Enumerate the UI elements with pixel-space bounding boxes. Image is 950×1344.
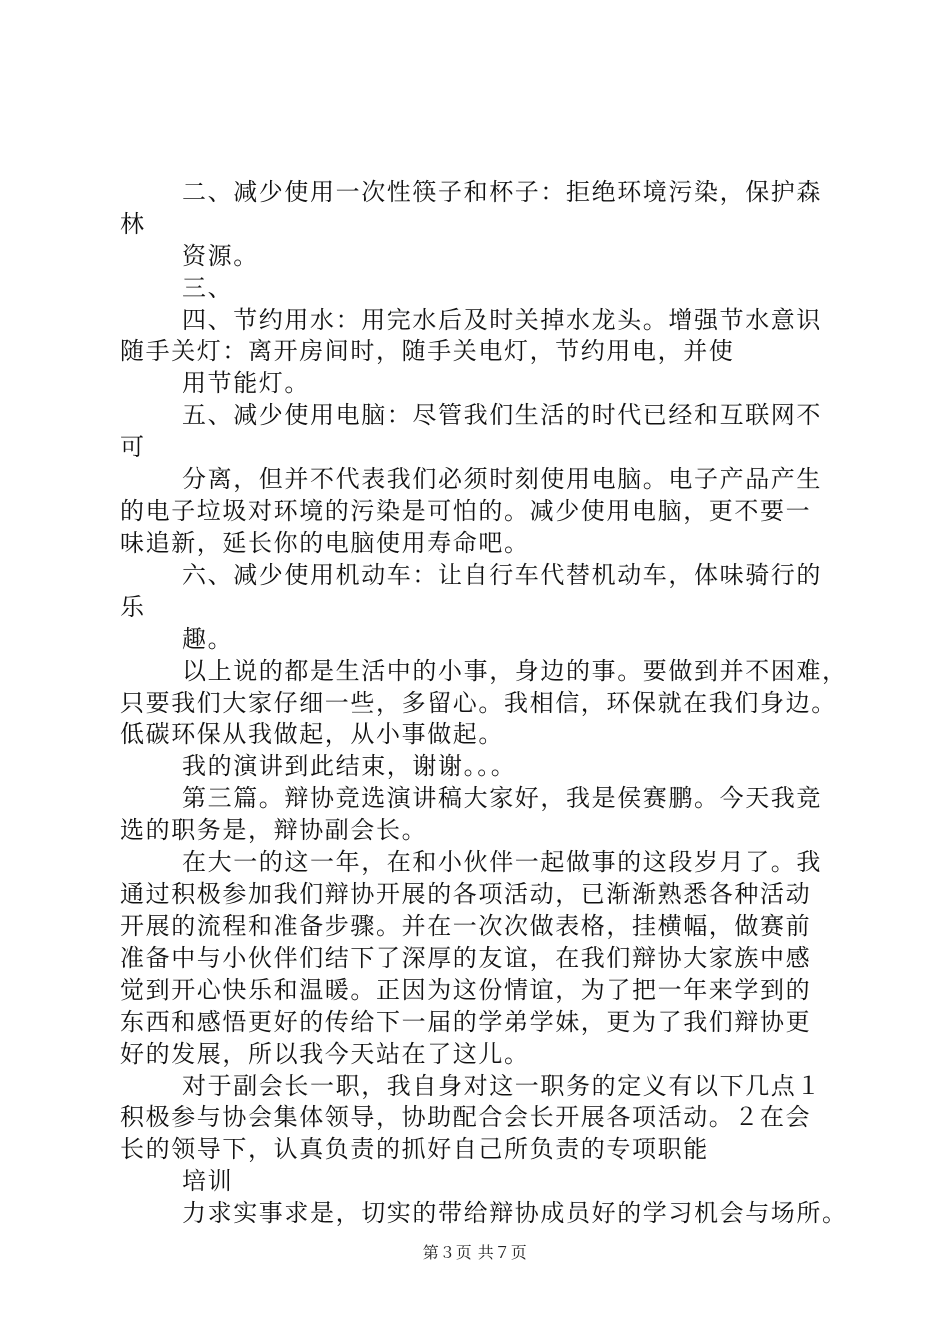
paragraph-line: 随手关灯：离开房间时，随手关电灯，节约用电，并使 (120, 337, 735, 365)
paragraph-line: 四、节约用水：用完水后及时关掉水龙头。增强节水意识 (182, 306, 822, 334)
paragraph-line: 长的领导下，认真负责的抓好自己所负责的专项职能 (120, 1135, 709, 1163)
paragraph-line: 趣。 (182, 625, 234, 653)
paragraph-line: 在大一的这一年，在和小伙伴一起做事的这段岁月了。我 (182, 848, 822, 876)
paragraph-line: 三、 (182, 274, 234, 302)
paragraph-line: 分离，但并不代表我们必须时刻使用电脑。电子产品产生 (182, 465, 822, 493)
paragraph-line: 乐 (120, 593, 146, 621)
paragraph-line: 只要我们大家仔细一些，多留心。我相信，环保就在我们身边。 (120, 689, 837, 717)
paragraph-line: 六、减少使用机动车：让自行车代替机动车，体味骑行的 (182, 561, 822, 589)
paragraph-line: 培训 (182, 1167, 234, 1195)
paragraph-line: 用节能灯。 (182, 369, 310, 397)
paragraph-line: 对于副会长一职，我自身对这一职务的定义有以下几点１ (182, 1072, 822, 1100)
paragraph-line: 可 (120, 433, 146, 461)
paragraph-line: 我的演讲到此结束，谢谢。。。 (182, 752, 517, 780)
paragraph-line: 力求实事求是，切实的带给辩协成员好的学习机会与场所。 (182, 1199, 848, 1227)
paragraph-line: 开展的流程和准备步骤。并在一次次做表格，挂横幅，做赛前 (120, 912, 812, 940)
paragraph-line: 好的发展，所以我今天站在了这儿。 (120, 1040, 530, 1068)
paragraph-line: 选的职务是，辩协副会长。 (120, 816, 428, 844)
paragraph-line: 准备中与小伙伴们结下了深厚的友谊，在我们辩协大家族中感 (120, 944, 812, 972)
paragraph-line: 东西和感悟更好的传给下一届的学弟学妹，更为了我们辩协更 (120, 1008, 812, 1036)
paragraph-line: 林 (120, 210, 146, 238)
paragraph-line: 的电子垃圾对环境的污染是可怕的。减少使用电脑，更不要一 (120, 497, 812, 525)
paragraph-line: 低碳环保从我做起，从小事做起。 (120, 720, 504, 748)
paragraph-line: 五、减少使用电脑：尽管我们生活的时代已经和互联网不 (182, 401, 822, 429)
page-number-footer: 第３页 共７页 (422, 1243, 528, 1262)
paragraph-line: 二、减少使用一次性筷子和杯子：拒绝环境污染，保护森 (182, 178, 822, 206)
paragraph-line: 第三篇。辩协竞选演讲稿大家好，我是侯赛鹏。今天我竞 (182, 784, 822, 812)
paragraph-line: 通过积极参加我们辩协开展的各项活动，已渐渐熟悉各种活动 (120, 880, 812, 908)
paragraph-line: 味追新，延长你的电脑使用寿命吧。 (120, 529, 530, 557)
paragraph-line: 以上说的都是生活中的小事，身边的事。要做到并不困难， (182, 657, 848, 685)
paragraph-line: 资源。 (182, 242, 259, 270)
paragraph-line: 积极参与协会集体领导，协助配合会长开展各项活动。２在会 (120, 1103, 812, 1131)
paragraph-line: 觉到开心快乐和温暖。正因为这份情谊，为了把一年来学到的 (120, 976, 812, 1004)
